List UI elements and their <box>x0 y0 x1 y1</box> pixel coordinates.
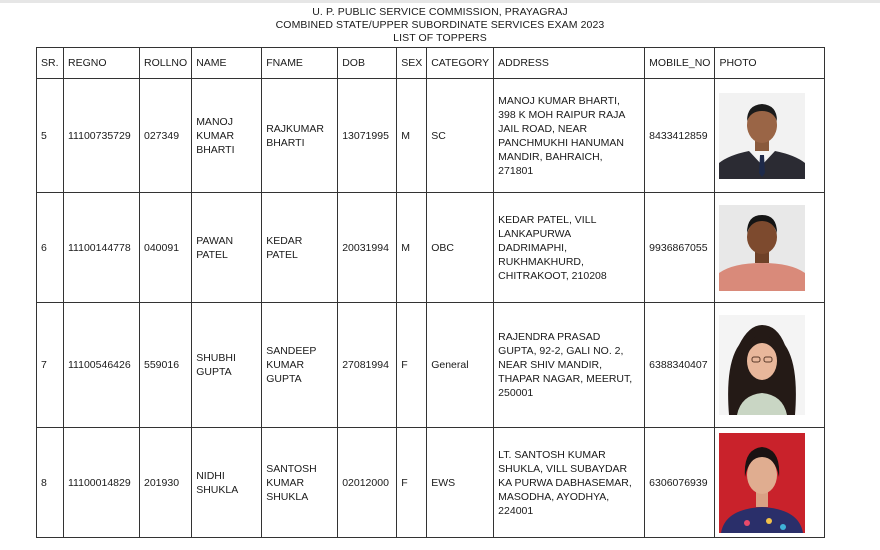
top-rule <box>0 0 880 3</box>
table-header-row <box>37 48 825 79</box>
column-header-photo: PHOTO <box>715 48 825 79</box>
cell-sr: 5 <box>37 79 64 193</box>
exam-title: COMBINED STATE/UPPER SUBORDINATE SERVICES EXAM 2023 <box>275 19 605 31</box>
column-header-dob: DOB <box>338 48 397 79</box>
commission-title: U. P. PUBLIC SERVICE COMMISSION, PRAYAGRAJ <box>312 6 568 18</box>
column-header-category: CATEGORY <box>427 48 494 79</box>
cell-category: EWS <box>427 428 494 538</box>
cell-fname: SANTOSH KUMAR SHUKLA <box>262 428 338 538</box>
cell-rollno: 027349 <box>140 79 192 193</box>
cell-photo <box>715 79 825 193</box>
cell-dob: 27081994 <box>338 303 397 428</box>
document-header <box>0 6 880 45</box>
cell-dob: 02012000 <box>338 428 397 538</box>
cell-dob: 13071995 <box>338 79 397 193</box>
cell-sr: 6 <box>37 193 64 303</box>
cell-mobile: 8433412859 <box>645 79 715 193</box>
cell-regno: 11100014829 <box>64 428 140 538</box>
table-row <box>37 303 825 428</box>
cell-regno: 11100546426 <box>64 303 140 428</box>
cell-rollno: 201930 <box>140 428 192 538</box>
cell-address: RAJENDRA PRASAD GUPTA, 92-2, GALI NO. 2, NEAR SHIV MANDIR, THAPAR NAGAR, MEERUT, 250001 <box>494 303 645 428</box>
column-header-name: NAME <box>192 48 262 79</box>
cell-photo <box>715 303 825 428</box>
cell-mobile: 9936867055 <box>645 193 715 303</box>
list-title: LIST OF TOPPERS <box>393 32 487 44</box>
candidate-photo <box>719 306 805 424</box>
cell-address: MANOJ KUMAR BHARTI, 398 K MOH RAIPUR RAJA JAIL ROAD, NEAR PANCHMUKHI HANUMAN MANDIR, BAHRAICH, 271801 <box>494 79 645 193</box>
cell-photo <box>715 193 825 303</box>
candidate-photo <box>719 431 805 535</box>
column-header-sr: SR. <box>37 48 64 79</box>
cell-mobile: 6388340407 <box>645 303 715 428</box>
cell-name: SHUBHI GUPTA <box>192 303 262 428</box>
candidate-photo <box>719 205 805 291</box>
cell-fname: SANDEEP KUMAR GUPTA <box>262 303 338 428</box>
cell-address: KEDAR PATEL, VILL LANKAPURWA DADRIMAPHI, RUKHMAKHURD, CHITRAKOOT, 210208 <box>494 193 645 303</box>
cell-rollno: 559016 <box>140 303 192 428</box>
column-header-regno: REGNO <box>64 48 140 79</box>
column-header-mobile: MOBILE_NO <box>645 48 715 79</box>
cell-fname: RAJKUMAR BHARTI <box>262 79 338 193</box>
cell-sex: F <box>397 428 427 538</box>
cell-category: General <box>427 303 494 428</box>
cell-photo <box>715 428 825 538</box>
column-header-fname: FNAME <box>262 48 338 79</box>
cell-sex: M <box>397 79 427 193</box>
cell-sr: 7 <box>37 303 64 428</box>
cell-mobile: 6306076939 <box>645 428 715 538</box>
cell-address: LT. SANTOSH KUMAR SHUKLA, VILL SUBAYDAR KA PURWA DABHASEMAR, MASODHA, AYODHYA, 224001 <box>494 428 645 538</box>
cell-category: OBC <box>427 193 494 303</box>
table-row <box>37 428 825 538</box>
cell-sex: M <box>397 193 427 303</box>
toppers-table <box>36 47 825 538</box>
cell-name: MANOJ KUMAR BHARTI <box>192 79 262 193</box>
column-header-sex: SEX <box>397 48 427 79</box>
cell-name: NIDHI SHUKLA <box>192 428 262 538</box>
cell-dob: 20031994 <box>338 193 397 303</box>
table-row <box>37 79 825 193</box>
column-header-rollno: ROLLNO <box>140 48 192 79</box>
cell-regno: 11100144778 <box>64 193 140 303</box>
column-header-address: ADDRESS <box>494 48 645 79</box>
cell-regno: 11100735729 <box>64 79 140 193</box>
cell-rollno: 040091 <box>140 193 192 303</box>
cell-name: PAWAN PATEL <box>192 193 262 303</box>
cell-category: SC <box>427 79 494 193</box>
cell-sr: 8 <box>37 428 64 538</box>
table-row <box>37 193 825 303</box>
cell-sex: F <box>397 303 427 428</box>
candidate-photo <box>719 93 805 179</box>
cell-fname: KEDAR PATEL <box>262 193 338 303</box>
